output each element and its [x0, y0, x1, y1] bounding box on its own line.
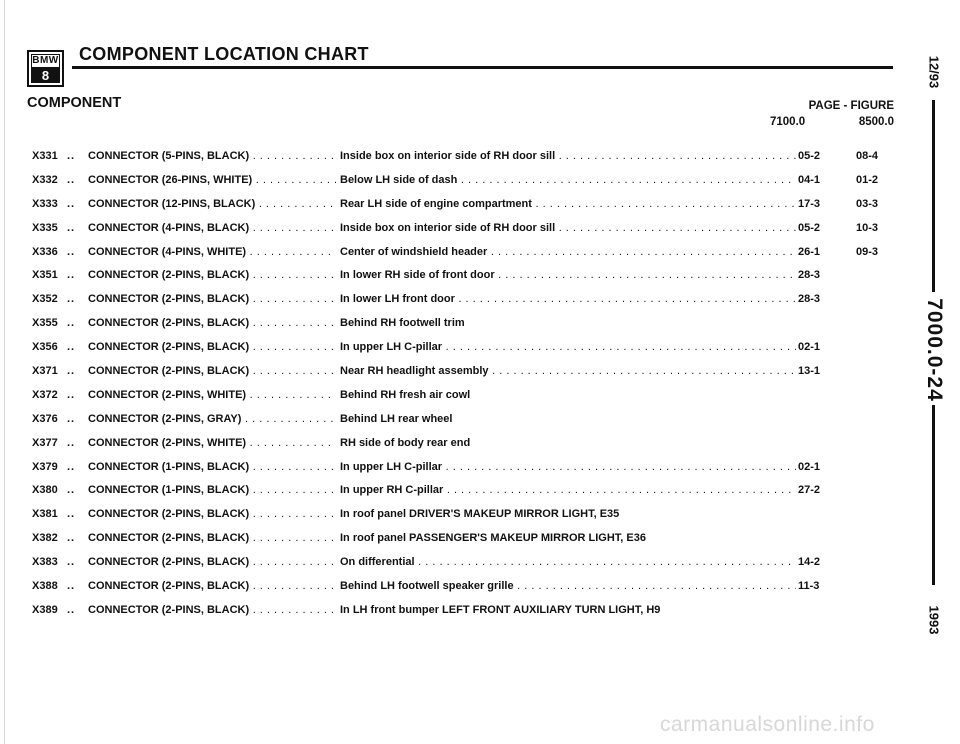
model-year: 1993 — [926, 605, 942, 635]
component-location — [340, 292, 796, 306]
page-number: 13-1 — [798, 365, 821, 378]
component-location — [340, 316, 796, 330]
table-row — [0, 388, 960, 412]
page-number: 05-2 — [798, 150, 821, 162]
table-row — [0, 221, 960, 245]
code-separator: .. — [67, 388, 76, 401]
component-description — [88, 340, 336, 354]
code-separator: .. — [67, 508, 76, 521]
logo-series: 8 — [31, 68, 60, 83]
component-location — [340, 460, 796, 474]
location-text: RH side of body rear end — [340, 436, 471, 449]
component-column-heading: COMPONENT — [27, 95, 122, 111]
component-table — [0, 149, 960, 627]
component-description — [88, 483, 336, 497]
component-description — [88, 460, 336, 474]
component-location — [340, 388, 796, 402]
component-code: X351 — [32, 269, 58, 282]
component-name: CONNECTOR (4-PINS, WHITE) — [88, 245, 247, 258]
code-separator: .. — [67, 245, 76, 258]
figure-number: 08-4 — [856, 150, 879, 162]
component-description — [88, 388, 336, 402]
code-separator: .. — [67, 269, 76, 282]
page-number: 02-1 — [798, 341, 821, 354]
side-margin — [921, 0, 947, 744]
table-row — [0, 316, 960, 340]
component-description — [88, 316, 336, 330]
table-row — [0, 483, 960, 507]
component-code: X383 — [32, 556, 58, 569]
component-code: X377 — [32, 436, 58, 449]
page-number: 04-1 — [798, 173, 821, 186]
code-separator: .. — [67, 580, 76, 593]
component-description — [88, 149, 336, 163]
component-code: X382 — [32, 532, 58, 545]
figure-reference: 8500.0 — [858, 116, 894, 128]
location-text: Behind RH fresh air cowl — [340, 388, 471, 401]
table-row — [0, 603, 960, 627]
component-name: CONNECTOR (26-PINS, WHITE) — [88, 173, 253, 186]
component-name: CONNECTOR (2-PINS, BLACK) — [88, 341, 250, 354]
location-text: Center of windshield header — [340, 245, 488, 258]
component-code: X331 — [32, 150, 58, 162]
component-description — [88, 245, 336, 259]
code-separator: .. — [67, 293, 76, 306]
side-rule-top — [932, 100, 935, 292]
revision-date: 12/93 — [926, 55, 942, 89]
page-number: 11-3 — [798, 580, 820, 593]
component-name: CONNECTOR (2-PINS, BLACK) — [88, 556, 250, 569]
code-separator: .. — [67, 436, 76, 449]
location-text: On differential — [340, 556, 415, 569]
component-location — [340, 412, 796, 426]
component-description — [88, 603, 336, 617]
location-text: Behind LH rear wheel — [340, 412, 453, 425]
location-text: In LH front bumper LEFT FRONT AUXILIARY TURN LIGHT, H9 — [340, 603, 661, 616]
component-name: CONNECTOR (2-PINS, BLACK) — [88, 508, 250, 521]
component-code: X352 — [32, 293, 58, 306]
table-row — [0, 340, 960, 364]
component-name: CONNECTOR (2-PINS, BLACK) — [88, 365, 250, 378]
component-name: CONNECTOR (5-PINS, BLACK) — [88, 150, 250, 162]
location-text: In roof panel PASSENGER'S MAKEUP MIRROR LIGHT, E36 — [340, 532, 646, 545]
table-row — [0, 197, 960, 221]
location-text: In upper RH C-pillar — [340, 484, 444, 497]
component-name: CONNECTOR (2-PINS, BLACK) — [88, 580, 250, 593]
component-location — [340, 603, 796, 617]
table-row — [0, 245, 960, 269]
code-separator: .. — [67, 341, 76, 354]
location-text: Rear LH side of engine compartment — [340, 197, 532, 210]
component-code: X372 — [32, 388, 58, 401]
component-code: X380 — [32, 484, 58, 497]
location-text: Near RH headlight assembly — [340, 365, 489, 378]
code-separator: .. — [67, 532, 76, 545]
code-separator: .. — [67, 460, 76, 473]
component-description — [88, 555, 336, 569]
component-name: CONNECTOR (12-PINS, BLACK) — [88, 197, 256, 210]
component-description — [88, 292, 336, 306]
table-row — [0, 268, 960, 292]
component-description — [88, 507, 336, 521]
page-number: 26-1 — [798, 245, 821, 258]
side-rule-bottom — [932, 405, 935, 585]
component-name: CONNECTOR (2-PINS, GRAY) — [88, 412, 242, 425]
component-name: CONNECTOR (2-PINS, BLACK) — [88, 532, 250, 545]
component-description — [88, 197, 336, 211]
table-row — [0, 531, 960, 555]
page-number: 17-3 — [798, 197, 821, 210]
component-code: X371 — [32, 365, 58, 378]
location-text: In upper LH C-pillar — [340, 341, 443, 354]
figure-number: 09-3 — [856, 245, 879, 258]
component-code: X356 — [32, 341, 58, 354]
page-figure-heading — [770, 100, 894, 128]
component-description — [88, 579, 336, 593]
location-text: Inside box on interior side of RH door sill — [340, 221, 556, 234]
page-figure-label: PAGE - FIGURE — [808, 100, 894, 112]
figure-number: 01-2 — [856, 173, 879, 186]
component-description — [88, 173, 336, 187]
table-row — [0, 412, 960, 436]
component-description — [88, 531, 336, 545]
page-header — [27, 46, 893, 90]
component-location — [340, 507, 796, 521]
code-separator: .. — [67, 221, 76, 234]
component-description — [88, 364, 336, 378]
component-name: CONNECTOR (1-PINS, BLACK) — [88, 460, 250, 473]
component-name: CONNECTOR (1-PINS, BLACK) — [88, 484, 250, 497]
component-location — [340, 149, 796, 163]
code-separator: .. — [67, 197, 76, 210]
page-number: 05-2 — [798, 221, 821, 234]
code-separator: .. — [67, 150, 76, 162]
component-code: X336 — [32, 245, 58, 258]
component-location — [340, 531, 796, 545]
component-location — [340, 364, 796, 378]
code-separator: .. — [67, 173, 76, 186]
code-separator: .. — [67, 412, 76, 425]
component-location — [340, 221, 796, 235]
table-row — [0, 149, 960, 173]
component-description — [88, 436, 336, 450]
table-row — [0, 292, 960, 316]
component-location — [340, 555, 796, 569]
watermark: carmanualsonline.info — [660, 713, 875, 736]
component-code: X381 — [32, 508, 58, 521]
page-number: 02-1 — [798, 460, 821, 473]
component-name: CONNECTOR (2-PINS, WHITE) — [88, 436, 247, 449]
component-name: CONNECTOR (2-PINS, BLACK) — [88, 269, 250, 282]
figure-number: 10-3 — [856, 221, 879, 234]
component-location — [340, 436, 796, 450]
location-text: Below LH side of dash — [340, 173, 458, 186]
component-description — [88, 221, 336, 235]
component-description — [88, 412, 336, 426]
component-name: CONNECTOR (4-PINS, BLACK) — [88, 221, 250, 234]
component-name: CONNECTOR (2-PINS, BLACK) — [88, 293, 250, 306]
location-text: In upper LH C-pillar — [340, 460, 443, 473]
page-number: 28-3 — [798, 293, 821, 306]
component-name: CONNECTOR (2-PINS, WHITE) — [88, 388, 247, 401]
code-separator: .. — [67, 603, 76, 616]
code-separator: .. — [67, 484, 76, 497]
location-text: Behind RH footwell trim — [340, 317, 465, 330]
component-location — [340, 197, 796, 211]
component-name: CONNECTOR (2-PINS, BLACK) — [88, 603, 250, 616]
table-row — [0, 579, 960, 603]
component-code: X355 — [32, 317, 58, 330]
page-title: COMPONENT LOCATION CHART — [79, 44, 369, 64]
manual-page-number: 7000.0-24 — [923, 298, 946, 402]
location-text: Behind LH footwell speaker grille — [340, 580, 514, 593]
logo-brand: BMW — [32, 55, 59, 66]
location-text: Inside box on interior side of RH door sill — [340, 150, 556, 162]
component-location — [340, 245, 796, 259]
component-location — [340, 173, 796, 187]
component-code: X388 — [32, 580, 58, 593]
code-separator: .. — [67, 556, 76, 569]
code-separator: .. — [67, 365, 76, 378]
table-row — [0, 364, 960, 388]
table-row — [0, 173, 960, 197]
component-code: X376 — [32, 412, 58, 425]
location-text: In lower RH side of front door — [340, 269, 495, 282]
component-name: CONNECTOR (2-PINS, BLACK) — [88, 317, 250, 330]
location-text: In lower LH front door — [340, 293, 455, 306]
component-code: X332 — [32, 173, 58, 186]
figure-number: 03-3 — [856, 197, 879, 210]
component-location — [340, 268, 796, 282]
component-code: X389 — [32, 603, 58, 616]
table-row — [0, 555, 960, 579]
component-code: X333 — [32, 197, 58, 210]
page-number: 14-2 — [798, 556, 821, 569]
title-underline — [72, 66, 893, 69]
bmw-logo-icon — [27, 50, 64, 87]
component-description — [88, 268, 336, 282]
table-row — [0, 436, 960, 460]
page-number: 28-3 — [798, 269, 821, 282]
component-location — [340, 579, 796, 593]
code-separator: .. — [67, 317, 76, 330]
page-number: 27-2 — [798, 484, 821, 497]
table-row — [0, 507, 960, 531]
location-text: In roof panel DRIVER'S MAKEUP MIRROR LIGHT, E35 — [340, 508, 620, 521]
component-code: X335 — [32, 221, 58, 234]
component-code: X379 — [32, 460, 58, 473]
component-location — [340, 483, 796, 497]
page-reference: 7100.0 — [770, 116, 806, 128]
component-location — [340, 340, 796, 354]
table-row — [0, 460, 960, 484]
